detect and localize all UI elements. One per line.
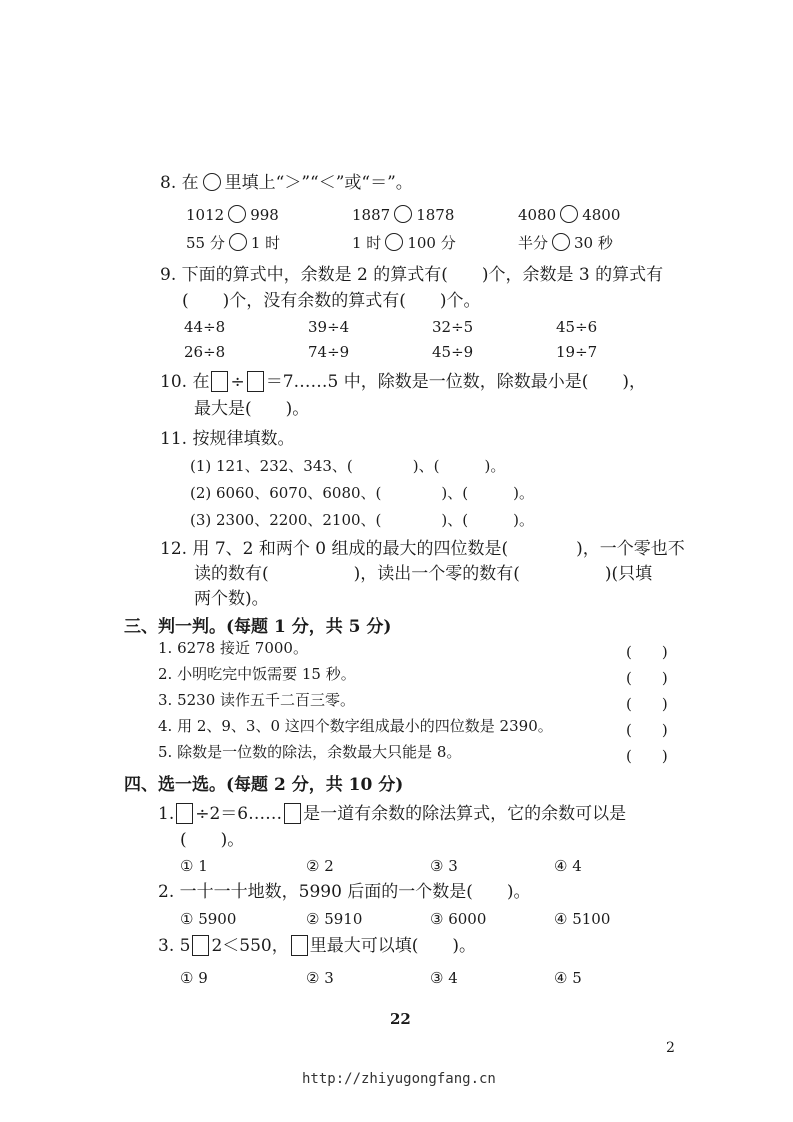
circle-blank-icon[interactable] (203, 173, 221, 191)
q8-item-right: 1 时 (250, 234, 281, 252)
option[interactable]: ② 5910 (306, 910, 363, 928)
option[interactable]: ③ 3 (430, 857, 458, 875)
answer-paren[interactable]: ( ) (626, 669, 668, 687)
judge-item-3: 3. 5230 读作五千二百三零。 (158, 691, 356, 709)
choose-q1-line-1 (158, 803, 626, 825)
q8-item-1 (186, 205, 279, 225)
option[interactable]: ② 2 (306, 857, 334, 875)
q8-item-left: 4080 (518, 206, 557, 224)
choose-q3-expr: 2＜550， (211, 936, 289, 956)
division-sign: ÷ (230, 372, 245, 392)
judge-item-5: 5. 除数是一位数的除法，余数最大只能是 8。 (158, 743, 462, 761)
circle-blank-icon[interactable] (229, 233, 247, 251)
q9-expr: 19÷7 (556, 343, 598, 361)
footer-url[interactable]: http://zhiyugongfang.cn (302, 1071, 496, 1087)
option[interactable]: ③ 6000 (430, 910, 487, 928)
q9-expr: 44÷8 (184, 318, 226, 336)
choose-q3 (158, 935, 476, 957)
q8-item-6 (518, 233, 613, 253)
q8-item-left: 55 分 (186, 234, 225, 252)
corner-page-number: 2 (666, 1040, 675, 1056)
circle-blank-icon[interactable] (560, 205, 578, 223)
q8-item-2 (352, 205, 454, 225)
choose-q3-text: 里最大可以填( )。 (309, 936, 476, 956)
q9-expr: 32÷5 (432, 318, 474, 336)
option[interactable]: ① 5900 (180, 910, 237, 928)
judge-item-1: 1. 6278 接近 7000。 (158, 639, 308, 657)
q9-expr: 74÷9 (308, 343, 350, 361)
q12-line-3: 两个数)。 (194, 589, 269, 609)
q11-sub-3: (3) 2300、2200、2100、( )、( )。 (190, 511, 534, 529)
q11-sub-1: (1) 121、232、343、( )、( )。 (190, 457, 506, 475)
q8-item-right: 30 秒 (574, 234, 613, 252)
q10-line-1 (160, 371, 646, 393)
q11-sub-2: (2) 6060、6070、6080、( )、( )。 (190, 484, 534, 502)
q8-item-5 (352, 233, 456, 253)
circle-blank-icon[interactable] (228, 205, 246, 223)
judge-item-2: 2. 小明吃完中饭需要 15 秒。 (158, 665, 356, 683)
q8-item-4 (186, 233, 280, 253)
answer-paren[interactable]: ( ) (626, 643, 668, 661)
answer-paren[interactable]: ( ) (626, 721, 668, 739)
circle-blank-icon[interactable] (552, 233, 570, 251)
box-blank-icon[interactable] (247, 371, 264, 392)
q9-expr: 45÷6 (556, 318, 598, 336)
q8-item-right: 1878 (416, 206, 455, 224)
judge-item-4: 4. 用 2、9、3、0 这四个数字组成最小的四位数是 2390。 (158, 717, 553, 735)
q8-item-left: 1887 (352, 206, 391, 224)
answer-paren[interactable]: ( ) (626, 747, 668, 765)
option[interactable]: ② 3 (306, 969, 334, 987)
q9-line-1: 9. 下面的算式中，余数是 2 的算式有( )个，余数是 3 的算式有 (160, 265, 664, 285)
answer-paren[interactable]: ( ) (626, 695, 668, 713)
q9-line-2: ( )个，没有余数的算式有( )个。 (182, 291, 481, 311)
option[interactable]: ④ 4 (554, 857, 582, 875)
choose-q1-number: 1. (158, 804, 175, 824)
q10-line-2: 最大是( )。 (194, 399, 310, 419)
q11-title: 11. 按规律填数。 (160, 429, 295, 449)
circle-blank-icon[interactable] (385, 233, 403, 251)
option[interactable]: ③ 4 (430, 969, 458, 987)
choose-q1-expr: ÷2＝6…… (195, 804, 283, 824)
box-blank-icon[interactable] (192, 935, 209, 956)
q9-expr: 39÷4 (308, 318, 350, 336)
box-blank-icon[interactable] (284, 803, 301, 824)
q8-item-right: 100 分 (407, 234, 456, 252)
option[interactable]: ① 1 (180, 857, 208, 875)
option[interactable]: ④ 5 (554, 969, 582, 987)
q8-item-left: 1 时 (352, 234, 382, 252)
page-number: 22 (390, 1010, 411, 1028)
q12-line-1: 12. 用 7、2 和两个 0 组成的最大的四位数是( )，一个零也不 (160, 539, 685, 559)
q8-item-right: 998 (250, 206, 279, 224)
box-blank-icon[interactable] (291, 935, 308, 956)
q8-item-left: 1012 (186, 206, 225, 224)
q8-lead: 8. 在 (160, 173, 199, 193)
section-3-title: 三、判一判。(每题 1 分，共 5 分) (124, 617, 392, 637)
circle-blank-icon[interactable] (394, 205, 412, 223)
q8-item-3 (518, 205, 620, 225)
q8-item-right: 4800 (582, 206, 621, 224)
option[interactable]: ④ 5100 (554, 910, 611, 928)
q8-item-left: 半分 (518, 234, 549, 252)
q8-instruction: 里填上“＞”“＜”或“＝”。 (224, 173, 413, 193)
choose-q1-line-2: ( )。 (180, 830, 245, 850)
q12-line-2: 读的数有( )，读出一个零的数有( )(只填 (194, 564, 653, 584)
option[interactable]: ① 9 (180, 969, 208, 987)
q10-lead: 10. 在 (160, 372, 210, 392)
choose-q2: 2. 一十一十地数，5990 后面的一个数是( )。 (158, 882, 531, 902)
q10-tail: ＝7……5 中，除数是一位数，除数最小是( )， (265, 372, 647, 392)
choose-q3-lead: 3. 5 (158, 936, 191, 956)
q9-expr: 45÷9 (432, 343, 474, 361)
section-4-title: 四、选一选。(每题 2 分，共 10 分) (124, 775, 404, 795)
q9-expr: 26÷8 (184, 343, 226, 361)
q8-prompt (160, 172, 413, 194)
choose-q1-text: 是一道有余数的除法算式，它的余数可以是 (303, 804, 627, 824)
box-blank-icon[interactable] (176, 803, 193, 824)
box-blank-icon[interactable] (211, 371, 228, 392)
